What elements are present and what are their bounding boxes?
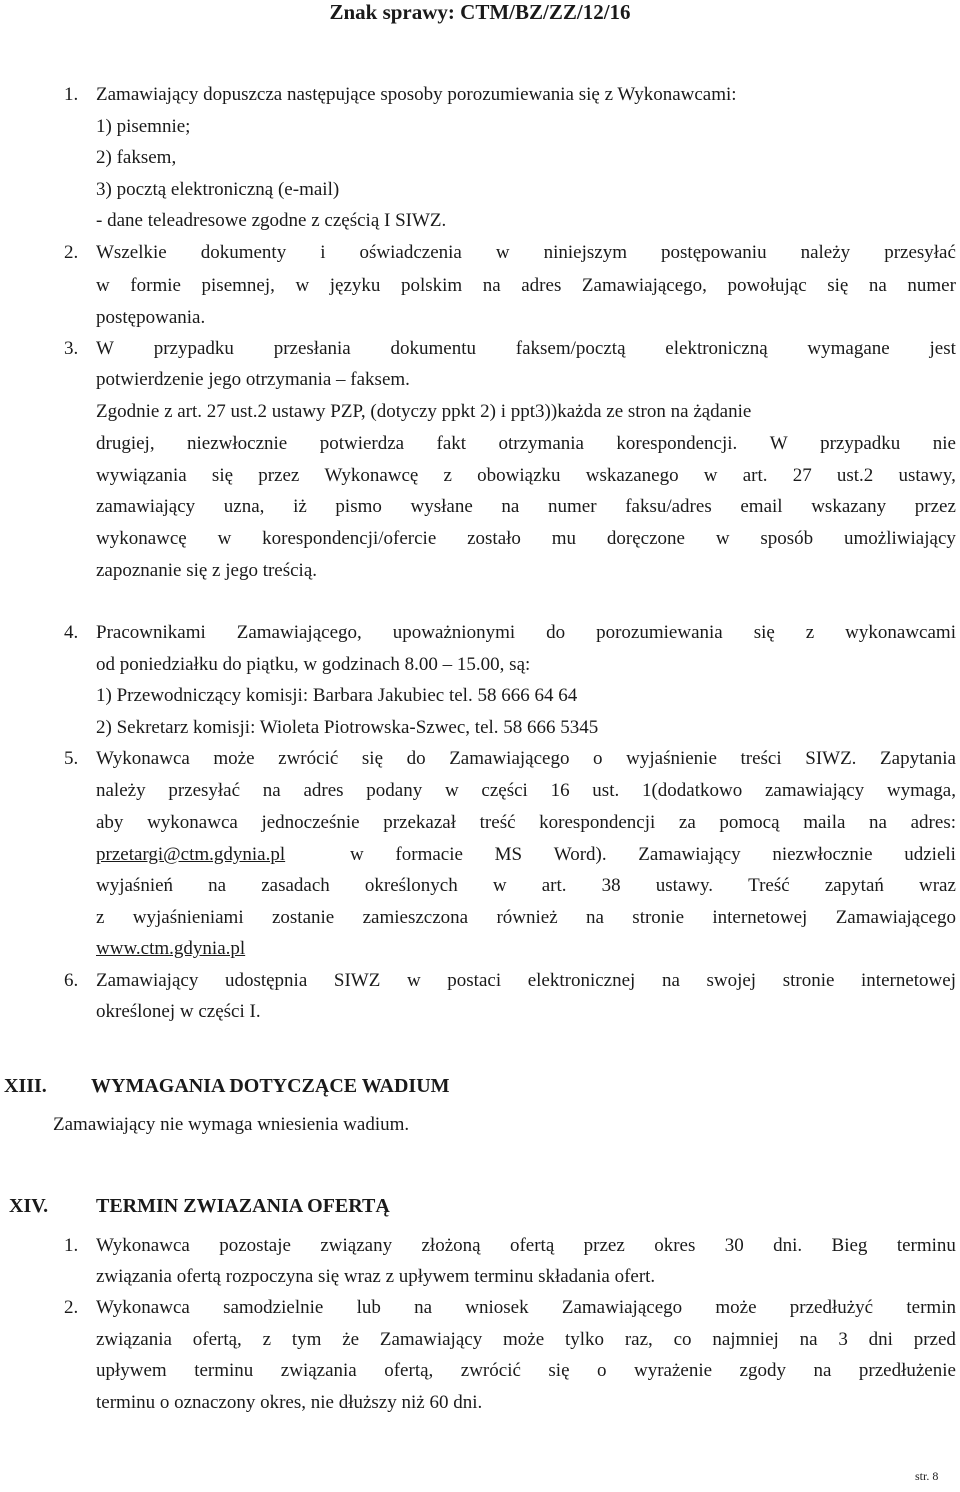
para-4-number: 4. bbox=[64, 622, 79, 643]
section-xiv-number: XIV. bbox=[9, 1195, 49, 1217]
xiv-para-2-line-3: upływem terminu związania ofertą, zwrócić się o wyrażenie zgody na przedłużenie bbox=[96, 1360, 956, 1381]
section-xiii-number: XIII. bbox=[4, 1075, 47, 1097]
para-1-item-2: 2) faksem, bbox=[96, 147, 177, 168]
xiv-para-2-line-1: Wykonawca samodzielnie lub na wniosek Zamawiającego może przedłużyć termin bbox=[96, 1297, 956, 1318]
para-1-number: 1. bbox=[64, 84, 79, 105]
website-link[interactable] bbox=[96, 939, 245, 958]
email-link[interactable] bbox=[96, 845, 285, 864]
section-xiv-title: TERMIN ZWIAZANIA OFERTĄ bbox=[96, 1195, 390, 1217]
para-3-line-2: potwierdzenie jego otrzymania – faksem. bbox=[96, 369, 410, 390]
page-header: Znak sprawy: CTM/BZ/ZZ/12/16 bbox=[329, 0, 631, 24]
para-3-line-4: drugiej, niezwłocznie potwierdza fakt otrzymania korespondencji. W przypadku nie bbox=[96, 433, 956, 454]
para-5-line-3: aby wykonawca jednocześnie przekazał treść korespondencji za pomocą maila na adres: bbox=[96, 812, 956, 833]
section-xiii-text: Zamawiający nie wymaga wniesienia wadium. bbox=[53, 1114, 410, 1135]
para-3-line-7: wykonawcę w korespondencji/ofercie zostało mu doręczone w sposób umożliwiający bbox=[96, 528, 956, 549]
para-3-line-8: zapoznanie się z jego treścią. bbox=[96, 560, 318, 581]
para-2-number: 2. bbox=[64, 242, 79, 263]
contact-chairman: 1) Przewodniczący komisji: Barbara Jakubiec tel. 58 666 64 64 bbox=[96, 685, 578, 706]
page-number: str. 8 bbox=[915, 1469, 939, 1483]
para-5-line-5: wyjaśnień na zasadach określonych w art. 38 ustawy. Treść zapytań wraz bbox=[96, 875, 956, 896]
para-6-line-1: Zamawiający udostępnia SIWZ w postaci elektronicznej na swojej stronie internetowej bbox=[96, 970, 956, 991]
para-2-line-3: postępowania. bbox=[96, 307, 206, 328]
para-3-number: 3. bbox=[64, 338, 79, 359]
para-5-line-4-rest: w formacie MS Word). Zamawiający niezwłocznie udzieli bbox=[350, 844, 956, 865]
xiv-para-1-number: 1. bbox=[64, 1235, 79, 1256]
website-link-text[interactable]: www.ctm.gdynia.pl bbox=[96, 938, 246, 959]
para-5-number: 5. bbox=[64, 748, 79, 769]
xiv-para-1-line-2: związania ofertą rozpoczyna się wraz z upływem terminu składania ofert. bbox=[96, 1266, 656, 1287]
para-4-line-1: Pracownikami Zamawiającego, upoważnionymi do porozumiewania się z wykonawcami bbox=[96, 622, 956, 643]
xiv-para-2-line-4: terminu o oznaczony okres, nie dłuższy niż 60 dni. bbox=[96, 1392, 483, 1413]
para-3-line-5: wywiązania się przez Wykonawcę z obowiązku wskazanego w art. 27 ust.2 ustawy, bbox=[96, 465, 956, 486]
para-1-text: Zamawiający dopuszcza następujące sposoby porozumiewania się z Wykonawcami: bbox=[96, 84, 737, 105]
para-3-line-6: zamawiający uzna, iż pismo wysłane na numer faksu/adres email wskazany przez bbox=[96, 496, 956, 517]
para-5-line-2: należy przesyłać na adres podany w części 16 ust. 1(dodatkowo zamawiający wymaga, bbox=[96, 780, 956, 801]
para-1-note: - dane teleadresowe zgodne z częścią I SIWZ. bbox=[96, 210, 447, 231]
para-6-line-2: określonej w części I. bbox=[96, 1001, 261, 1022]
para-4-line-2: od poniedziałku do piątku, w godzinach 8.00 – 15.00, są: bbox=[96, 654, 531, 675]
para-5-line-1: Wykonawca może zwrócić się do Zamawiającego o wyjaśnienie treści SIWZ. Zapytania bbox=[96, 748, 956, 769]
email-link-text[interactable]: przetargi@ctm.gdynia.pl bbox=[96, 844, 286, 865]
xiv-para-1-line-1: Wykonawca pozostaje związany złożoną ofertą przez okres 30 dni. Bieg terminu bbox=[96, 1235, 956, 1256]
xiv-para-2-number: 2. bbox=[64, 1297, 79, 1318]
contact-secretary: 2) Sekretarz komisji: Wioleta Piotrowska-Szwec, tel. 58 666 5345 bbox=[96, 717, 599, 738]
para-3-line-3: Zgodnie z art. 27 ust.2 ustawy PZP, (dotyczy ppkt 2) i ppt3))każda ze stron na żądanie bbox=[96, 401, 752, 422]
para-3-line-1: W przypadku przesłania dokumentu faksem/pocztą elektroniczną wymagane jest bbox=[96, 338, 956, 359]
para-5-line-6: z wyjaśnieniami zostanie zamieszczona również na stronie internetowej Zamawiającego bbox=[96, 907, 956, 928]
para-1-item-1: 1) pisemnie; bbox=[96, 116, 191, 137]
para-2-line-2: w formie pisemnej, w języku polskim na adres Zamawiającego, powołując się na numer bbox=[96, 275, 956, 296]
para-6-number: 6. bbox=[64, 970, 79, 991]
para-2-line-1: Wszelkie dokumenty i oświadczenia w niniejszym postępowaniu należy przesyłać bbox=[96, 242, 956, 263]
para-1-item-3: 3) pocztą elektroniczną (e-mail) bbox=[96, 179, 340, 200]
section-xiii-title: WYMAGANIA DOTYCZĄCE WADIUM bbox=[91, 1075, 450, 1097]
xiv-para-2-line-2: związania ofertą, z tym że Zamawiający może tylko raz, co najmniej na 3 dni przed bbox=[96, 1329, 956, 1350]
